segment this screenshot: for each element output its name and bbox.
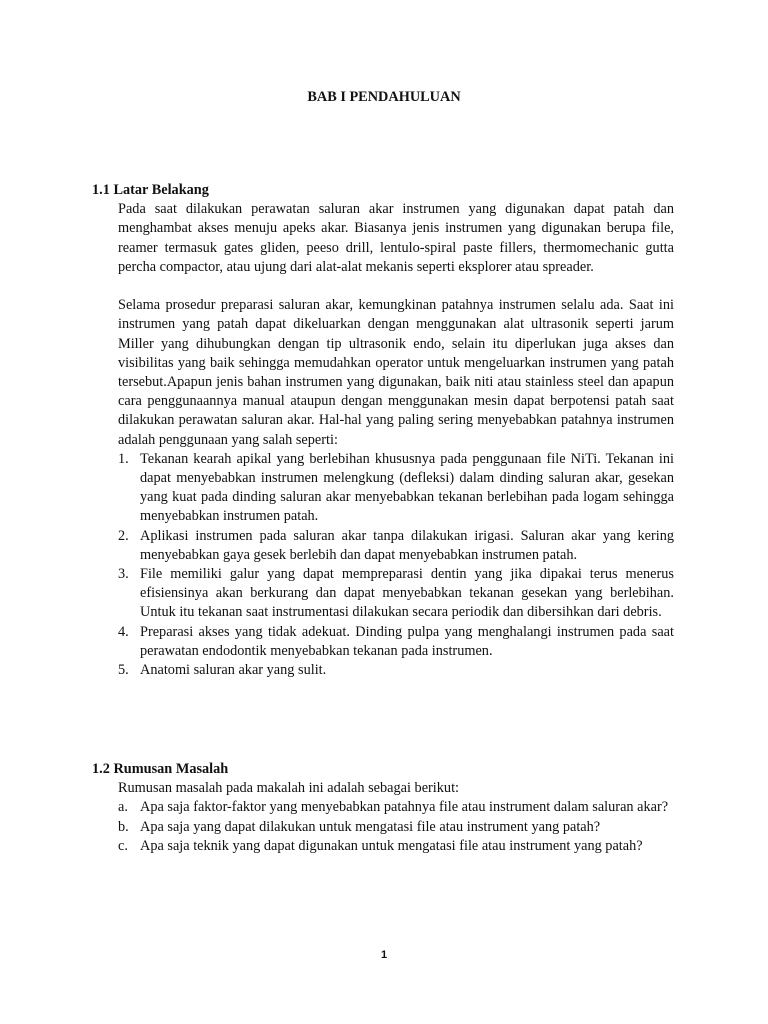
section-heading: 1.1 Latar Belakang xyxy=(92,182,209,198)
list-item-text: File memiliki galur yang dapat mempreparasi dentin yang jika dipakai terus menerus efisiensinya akan berkurang dan dapat menyebabkan tekanan gesekan yang berlebihan. Untuk itu tekanan saat instrumentasi dilakukan secara periodik dan dibersihkan dari debris. xyxy=(140,566,674,621)
list-marker: 1. xyxy=(118,450,129,467)
list-marker: 4. xyxy=(118,623,129,640)
list-marker: a. xyxy=(118,799,128,816)
paragraph-spacer xyxy=(92,277,674,296)
paragraph: Pada saat dilakukan perawatan saluran akar instrumen yang digunakan dapat patah dan menghambat akses menuju apeks akar. Biasanya jenis instrumen yang digunakan berupa file, reamer termasuk gates gliden, peeso drill, lentulo-spiral paste fillers, thermomechanic gutta percha compactor, atau ujung dari alat-alat mekanis seperti eksplorer atau spreader. xyxy=(118,201,674,275)
list-item-text: Anatomi saluran akar yang sulit. xyxy=(140,662,327,679)
page-number: 1 xyxy=(380,949,388,961)
numbered-list xyxy=(92,450,674,680)
list-item xyxy=(92,798,674,817)
list-marker: 2. xyxy=(118,527,129,544)
list-marker: c. xyxy=(118,837,128,854)
section-latar-belakang xyxy=(92,181,674,680)
list-item-text: Apa saja teknik yang dapat digunakan untuk mengatasi file atau instrument yang patah? xyxy=(140,837,643,854)
section-heading: 1.2 Rumusan Masalah xyxy=(92,761,229,777)
section-rumusan-masalah xyxy=(92,760,674,856)
list-marker: 5. xyxy=(118,662,129,679)
list-item xyxy=(92,565,674,623)
list-item xyxy=(92,837,674,856)
lettered-list xyxy=(92,798,674,856)
list-item-text: Tekanan kearah apikal yang berlebihan khususnya pada penggunaan file NiTi. Tekanan ini dapat menyebabkan instrumen melengkung (defleksi) dalam dinding saluran akar, gesekan yang kuat pada dinding saluran akar menyebabkan tekanan berlebihan pada logam sehingga menyebabkan instrumen patah. xyxy=(140,450,674,525)
paragraph: Selama prosedur preparasi saluran akar, kemungkinan patahnya instrumen selalu ada. Saat ini instrumen yang patah dapat dikeluarkan dengan menggunakan alat ultrasonik seperti jarum Miller yang dihubungkan dengan tip ultrasonik endo, selain itu diperlukan juga akses dan visibilitas yang baik sehingga memudahkan operator untuk mengeluarkan instrumen yang patah tersebut.Apapun jenis bahan instrumen yang digunakan, baik niti atau stainless steel dan apapun cara penggunaannya manual ataupun dengan menggunakan mesin dapat berpotensi patah saat dilakukan perawatan saluran akar. Hal-hal yang paling sering menyebabkan patahnya instrumen adalah penggunaan yang salah seperti: xyxy=(118,297,674,448)
list-item-text: Apa saja yang dapat dilakukan untuk mengatasi file atau instrument yang patah? xyxy=(140,818,601,835)
list-item xyxy=(92,527,674,565)
list-item-text: Apa saja faktor-faktor yang menyebabkan patahnya file atau instrument dalam saluran akar? xyxy=(140,799,669,816)
list-marker: 3. xyxy=(118,566,129,583)
chapter-title: BAB I PENDAHULUAN xyxy=(307,89,461,105)
list-marker: b. xyxy=(118,818,129,835)
paragraph: Rumusan masalah pada makalah ini adalah sebagai berikut: xyxy=(118,780,460,797)
list-item-text: Preparasi akses yang tidak adekuat. Dinding pulpa yang menghalangi instrumen pada saat perawatan endodontik menyebabkan tekanan pada instrumen. xyxy=(140,623,674,659)
list-item xyxy=(92,818,674,837)
list-item xyxy=(92,623,674,661)
list-item xyxy=(92,661,674,680)
list-item xyxy=(92,450,674,527)
list-item-text: Aplikasi instrumen pada saluran akar tanpa dilakukan irigasi. Saluran akar yang kering menyebabkan gaya gesek berlebih dan dapat menyebabkan instrumen patah. xyxy=(140,527,674,563)
